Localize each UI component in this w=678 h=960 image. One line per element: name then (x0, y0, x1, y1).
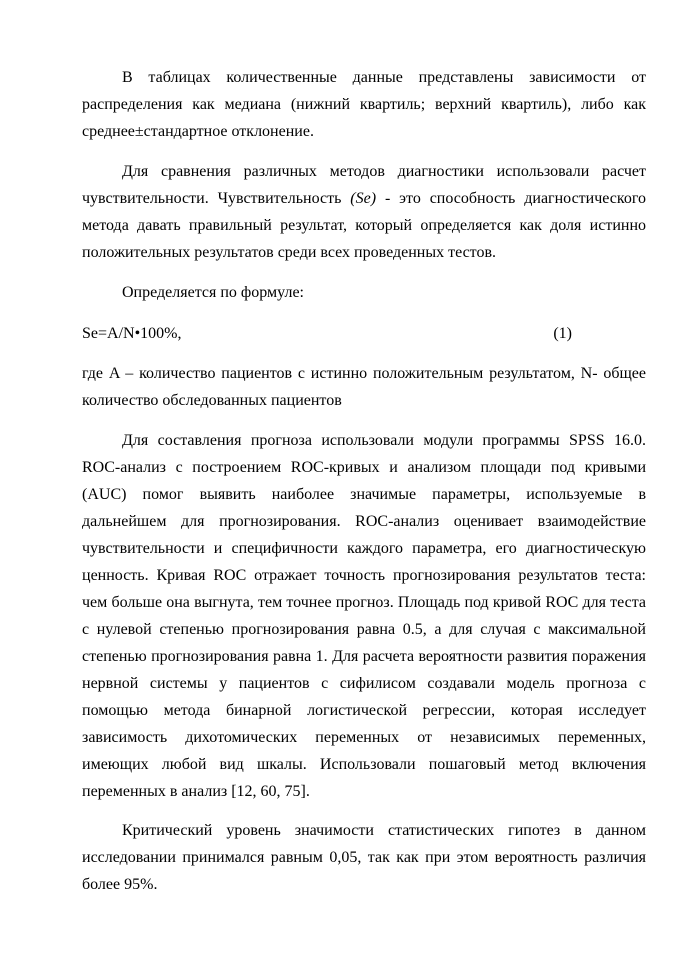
formula-expression: Se=A/N•100%, (82, 325, 182, 342)
paragraph-roc-analysis: Для составления прогноза использовали модули программы SPSS 16.0. ROC-анализ с построением ROC-кривых и анализом площади под кривыми (AUC) помог выявить наиболее значимые параметры, используемые в дальнейшем для прогнозирования. ROC-анализ оценивает взаимодействие чувствительности и специфичности каждого параметра, его диагностическую ценность. Кривая ROC отражает точность прогнозирования результатов теста: чем больше она выгнута, тем точнее прогноз. Площадь под кривой ROC для теста с нулевой степенью прогнозирования равна 0.5, а для случая с максимальной степенью прогнозирования равна 1. Для расчета вероятности развития поражения нервной системы у пациентов с сифилисом создавали модель прогноза с помощью метода бинарной логистической регрессии, которая исследует зависимость дихотомических переменных от независимых переменных, имеющих любой вид шкалы. Использовали пошаговый метод включения переменных в анализ [12, 60, 75]. (82, 432, 646, 800)
paragraph-sensitivity (82, 158, 646, 266)
paragraph-significance-level: Критический уровень значимости статистических гипотез в данном исследовании принимался равным 0,05, так как при этом вероятность различия более 95%. (82, 822, 646, 893)
sensitivity-text-before: Для сравнения различных методов диагностики использовали расчет чувствительности. Чувствительность (82, 163, 646, 207)
sensitivity-symbol: (Se) (350, 190, 377, 207)
sensitivity-text-after: - это способность диагностического метода давать правильный результат, который определяется как доля истинно положительных результатов среди всех проведенных тестов. (82, 190, 647, 261)
formula-number: (1) (553, 325, 572, 342)
paragraph-formula-intro: Определяется по формуле: (122, 284, 304, 301)
paragraph-descriptive-statistics: В таблицах количественные данные представлены зависимости от распределения как медиана (нижний квартиль; верхний квартиль), либо как среднее±стандартное отклонение. (82, 69, 646, 140)
paragraph-formula-legend: где A – количество пациентов с истинно положительным результатом, N- общее количество обследованных пациентов (82, 365, 646, 409)
formula-line (82, 320, 572, 347)
